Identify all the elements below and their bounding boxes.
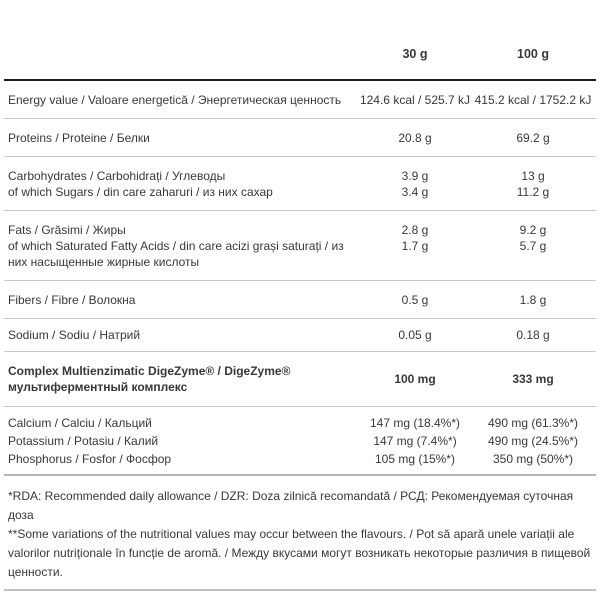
header-spacer — [8, 47, 356, 61]
value-100g: 69.2 g — [516, 131, 550, 145]
value-100g: 0.18 g — [516, 328, 550, 342]
row-sublabel: of which Saturated Fatty Acids / din care acizi grași saturați / из них насыщенные жирные кислоты — [8, 239, 344, 269]
value-100g: 11.2 g — [516, 185, 550, 199]
column-header-100g: 100 g — [517, 47, 549, 61]
footer-divider — [4, 589, 596, 591]
row-fats — [0, 211, 600, 280]
row-proteins — [0, 119, 600, 156]
row-sublabel: of which Sugars / din care zaharuri / из них сахар — [8, 185, 273, 199]
column-header-row — [0, 0, 600, 79]
table-row-line — [8, 222, 592, 238]
table-row-line — [8, 363, 592, 395]
value-30g: 2.8 g — [401, 223, 429, 237]
value-100g: 415.2 kcal / 1752.2 kJ — [474, 93, 592, 107]
value-100g: 333 mg — [512, 372, 554, 386]
value-100g: 13 g — [521, 169, 545, 183]
value-100g: 350 mg (50%*) — [492, 452, 574, 466]
footnote-rda: *RDA: Recommended daily allowance / DZR: Doza zilnică recomandată / РСД: Рекомендуемая суточная доза — [8, 489, 574, 522]
value-30g: 105 mg (15%*) — [374, 452, 456, 466]
row-energy — [0, 81, 600, 118]
table-row-line — [8, 292, 592, 308]
row-label: Energy value / Valoare energetică / Энергетическая ценность — [8, 93, 342, 107]
value-100g: 5.7 g — [519, 239, 547, 253]
value-100g: 490 mg (24.5%*) — [487, 434, 579, 448]
table-row-line — [8, 184, 592, 200]
row-label-phosphorus: Phosphorus / Fosfor / Фосфор — [8, 452, 172, 466]
table-row-line — [8, 130, 592, 146]
row-label: Sodium / Sodiu / Натрий — [8, 328, 141, 342]
footnotes — [0, 476, 600, 589]
value-30g: 1.7 g — [401, 239, 429, 253]
value-30g: 100 mg — [394, 372, 436, 386]
footnote-variations: **Some variations of the nutritional values may occur between the flavours. / Pot să apară unele variații ale valorilor nutriționale în funcție de aromă. / Между вкусами могут возникать некоторые различия в пищевой ценности. — [8, 527, 591, 579]
row-digezyme-complex — [0, 352, 600, 406]
row-label-calcium: Calcium / Calciu / Кальций — [8, 416, 152, 430]
row-label: Complex Multienzimatic DigeZyme® / DigeZyme® мультиферментный комплекс — [8, 364, 291, 394]
table-row-line — [8, 450, 592, 468]
value-30g: 147 mg (18.4%*) — [369, 416, 461, 430]
table-row-line — [8, 432, 592, 450]
value-30g: 147 mg (7.4%*) — [373, 434, 457, 448]
table-row-line — [8, 327, 592, 343]
table-row-line — [8, 92, 592, 108]
row-minerals — [0, 407, 600, 474]
row-label: Fibers / Fibre / Волокна — [8, 293, 136, 307]
row-fibers — [0, 281, 600, 318]
column-header-30g: 30 g — [402, 47, 428, 61]
value-30g: 0.5 g — [401, 293, 429, 307]
row-label: Proteins / Proteine / Белки — [8, 131, 150, 145]
table-row-line — [8, 414, 592, 432]
table-row-line — [8, 238, 592, 270]
value-30g: 3.4 g — [401, 185, 429, 199]
value-30g: 124.6 kcal / 525.7 kJ — [359, 93, 471, 107]
value-100g: 1.8 g — [519, 293, 547, 307]
row-carbohydrates — [0, 157, 600, 210]
value-30g: 20.8 g — [398, 131, 432, 145]
table-row-line — [8, 168, 592, 184]
row-label: Carbohydrates / Carbohidrați / Углеводы — [8, 169, 226, 183]
value-30g: 0.05 g — [398, 328, 432, 342]
row-sodium — [0, 319, 600, 351]
value-100g: 490 mg (61.3%*) — [487, 416, 579, 430]
row-label-potassium: Potassium / Potasiu / Калий — [8, 434, 159, 448]
row-label: Fats / Grăsimi / Жиры — [8, 223, 126, 237]
value-30g: 3.9 g — [401, 169, 429, 183]
value-100g: 9.2 g — [519, 223, 547, 237]
